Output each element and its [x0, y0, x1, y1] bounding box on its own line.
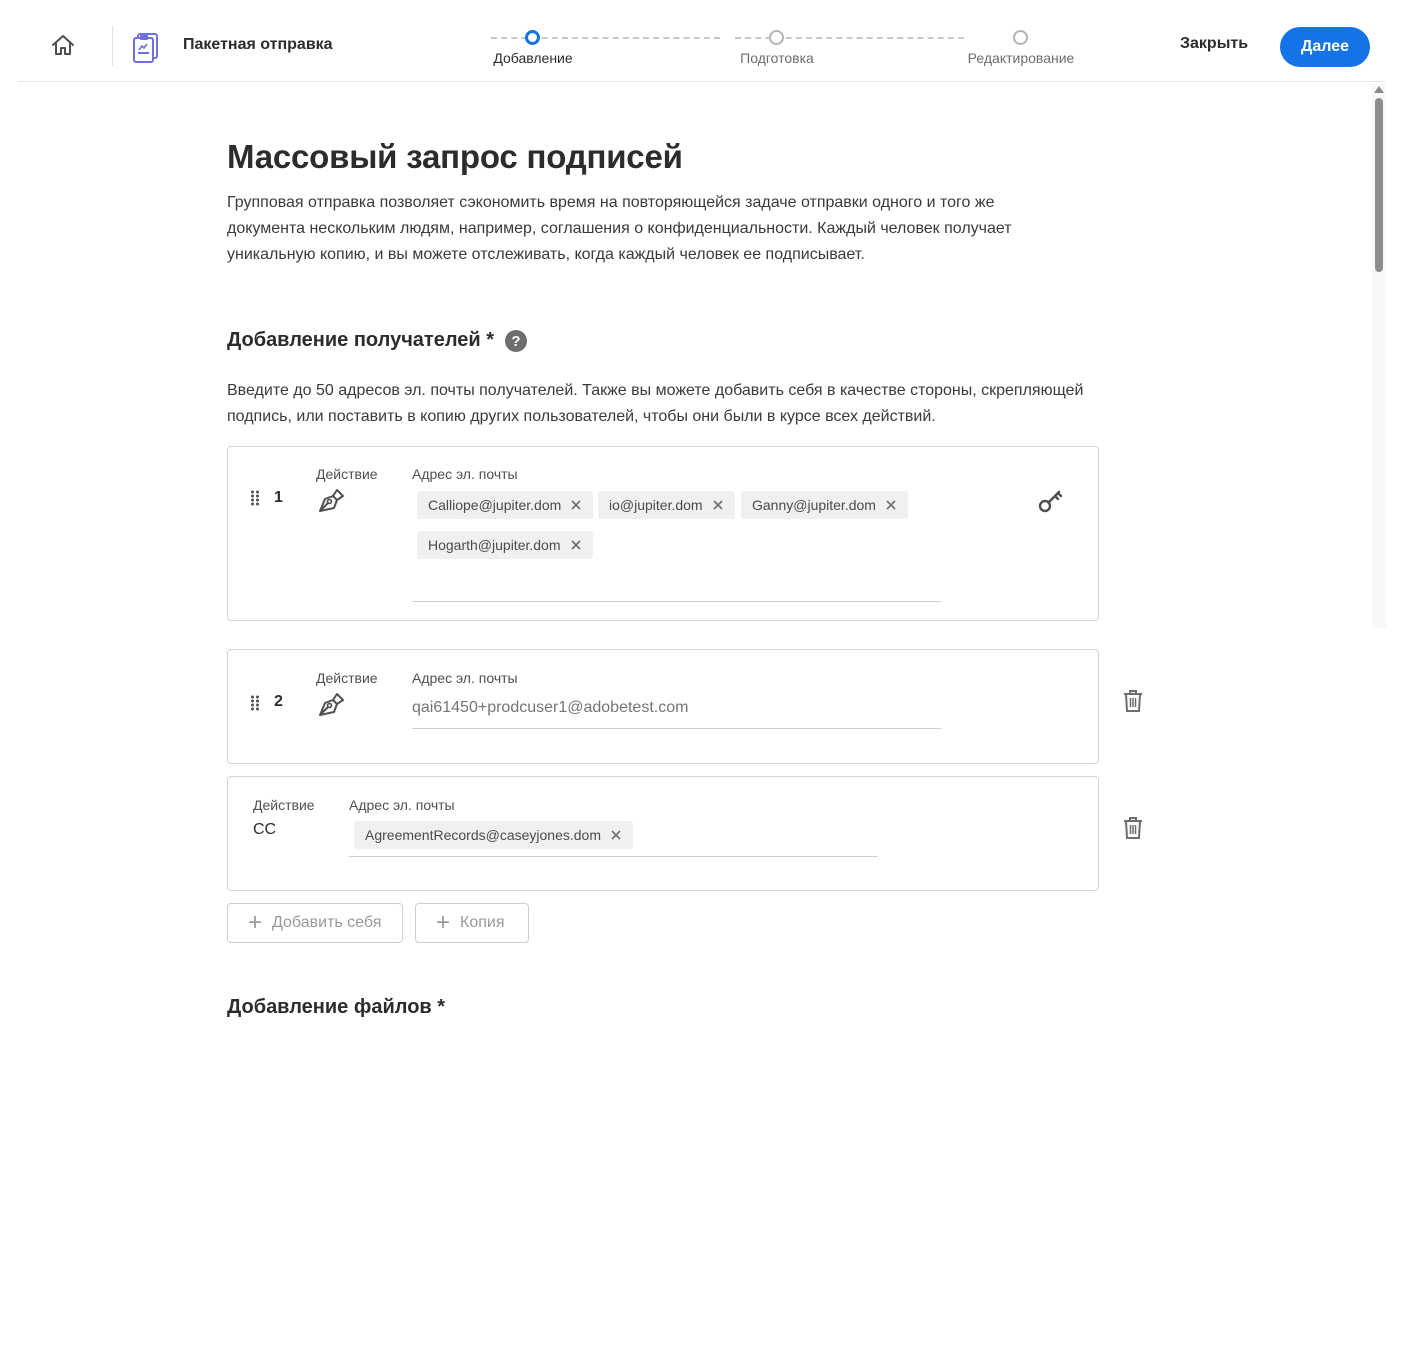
action-label: Действие — [316, 466, 378, 482]
step-dot-edit[interactable] — [1013, 30, 1028, 45]
action-label: Действие — [253, 797, 315, 813]
step-dot-add[interactable] — [525, 30, 540, 45]
drag-handle-icon[interactable] — [250, 695, 260, 711]
cc-card — [227, 776, 1099, 891]
plus-icon: + — [436, 909, 451, 936]
recipients-section-title: Добавление получателей * — [227, 329, 495, 351]
email-chip — [741, 491, 908, 519]
action-label: Действие — [316, 670, 378, 686]
next-button[interactable]: Далее — [1280, 27, 1370, 67]
help-icon[interactable]: ? — [505, 330, 527, 352]
email-input-underline[interactable] — [412, 601, 941, 602]
pen-icon[interactable] — [316, 485, 346, 515]
email-chip — [354, 821, 633, 849]
header-divider — [112, 26, 113, 66]
email-chip-text: Ganny@jupiter.dom — [752, 497, 876, 513]
home-button[interactable] — [48, 30, 78, 60]
step-label-prepare[interactable]: Подготовка — [740, 50, 814, 66]
add-self-label: Добавить себя — [272, 914, 382, 931]
email-chip — [417, 531, 593, 559]
step-dot-prepare[interactable] — [769, 30, 784, 45]
top-bar — [18, 0, 1386, 82]
email-chip — [598, 491, 735, 519]
delete-cc-trash-icon[interactable] — [1122, 816, 1144, 840]
files-section-title: Добавление файлов * — [227, 996, 446, 1018]
remove-chip-icon[interactable] — [712, 499, 724, 511]
home-icon — [51, 34, 75, 56]
page-title: Массовый запрос подписей — [227, 138, 683, 175]
remove-chip-icon[interactable] — [610, 829, 622, 841]
email-label: Адрес эл. почты — [412, 670, 518, 686]
recipient-number: 2 — [274, 693, 283, 710]
email-input[interactable] — [412, 697, 941, 719]
recipient-card-2 — [227, 649, 1099, 764]
email-label: Адрес эл. почты — [412, 466, 518, 482]
remove-chip-icon[interactable] — [570, 499, 582, 511]
recipient-number: 1 — [274, 489, 283, 506]
email-chip-text: AgreementRecords@caseyjones.dom — [365, 827, 601, 843]
delete-recipient-2-trash-icon[interactable] — [1122, 689, 1144, 713]
plus-icon: + — [248, 909, 263, 936]
page-intro: Групповая отправка позволяет сэкономить время на повторяющейся задаче отправки одного и того же документа нескольким людям, например, соглашения о конфиденциальности. Каждый человек получает уникальную копию, и вы можете отслеживать, когда каждый человек ее подписывает. — [227, 194, 1012, 263]
scroll-up-arrow-icon[interactable] — [1374, 86, 1384, 93]
progress-stepper — [475, 28, 1075, 72]
email-label: Адрес эл. почты — [349, 797, 455, 813]
email-input-underline — [412, 728, 941, 729]
step-label-add[interactable]: Добавление — [493, 50, 573, 66]
app-title: Пакетная отправка — [183, 36, 333, 53]
pen-icon[interactable] — [316, 689, 346, 719]
email-input-underline[interactable] — [349, 856, 878, 857]
step-label-edit[interactable]: Редактирование — [967, 50, 1075, 66]
recipient-card-1 — [227, 446, 1099, 621]
scrollbar-thumb[interactable] — [1375, 98, 1383, 272]
add-cc-button[interactable] — [415, 903, 529, 943]
email-chip-text: Hogarth@jupiter.dom — [428, 537, 561, 553]
email-chip-text: io@jupiter.dom — [609, 497, 703, 513]
add-self-button[interactable] — [227, 903, 403, 943]
key-icon[interactable] — [1037, 487, 1065, 515]
batch-send-icon — [131, 29, 163, 63]
remove-chip-icon[interactable] — [570, 539, 582, 551]
email-chip — [417, 491, 593, 519]
recipients-description: Введите до 50 адресов эл. почты получателей. Также вы можете добавить себя в качестве стороны, скрепляющей подпись, или поставить в копию других пользователей, чтобы они были в курсе всех действий. — [227, 382, 1084, 425]
add-cc-label: Копия — [460, 914, 505, 931]
remove-chip-icon[interactable] — [885, 499, 897, 511]
email-chip-text: Calliope@jupiter.dom — [428, 497, 562, 513]
drag-handle-icon[interactable] — [250, 490, 260, 506]
close-button[interactable]: Закрыть — [1180, 35, 1249, 52]
cc-action-value[interactable]: CC — [253, 821, 277, 838]
